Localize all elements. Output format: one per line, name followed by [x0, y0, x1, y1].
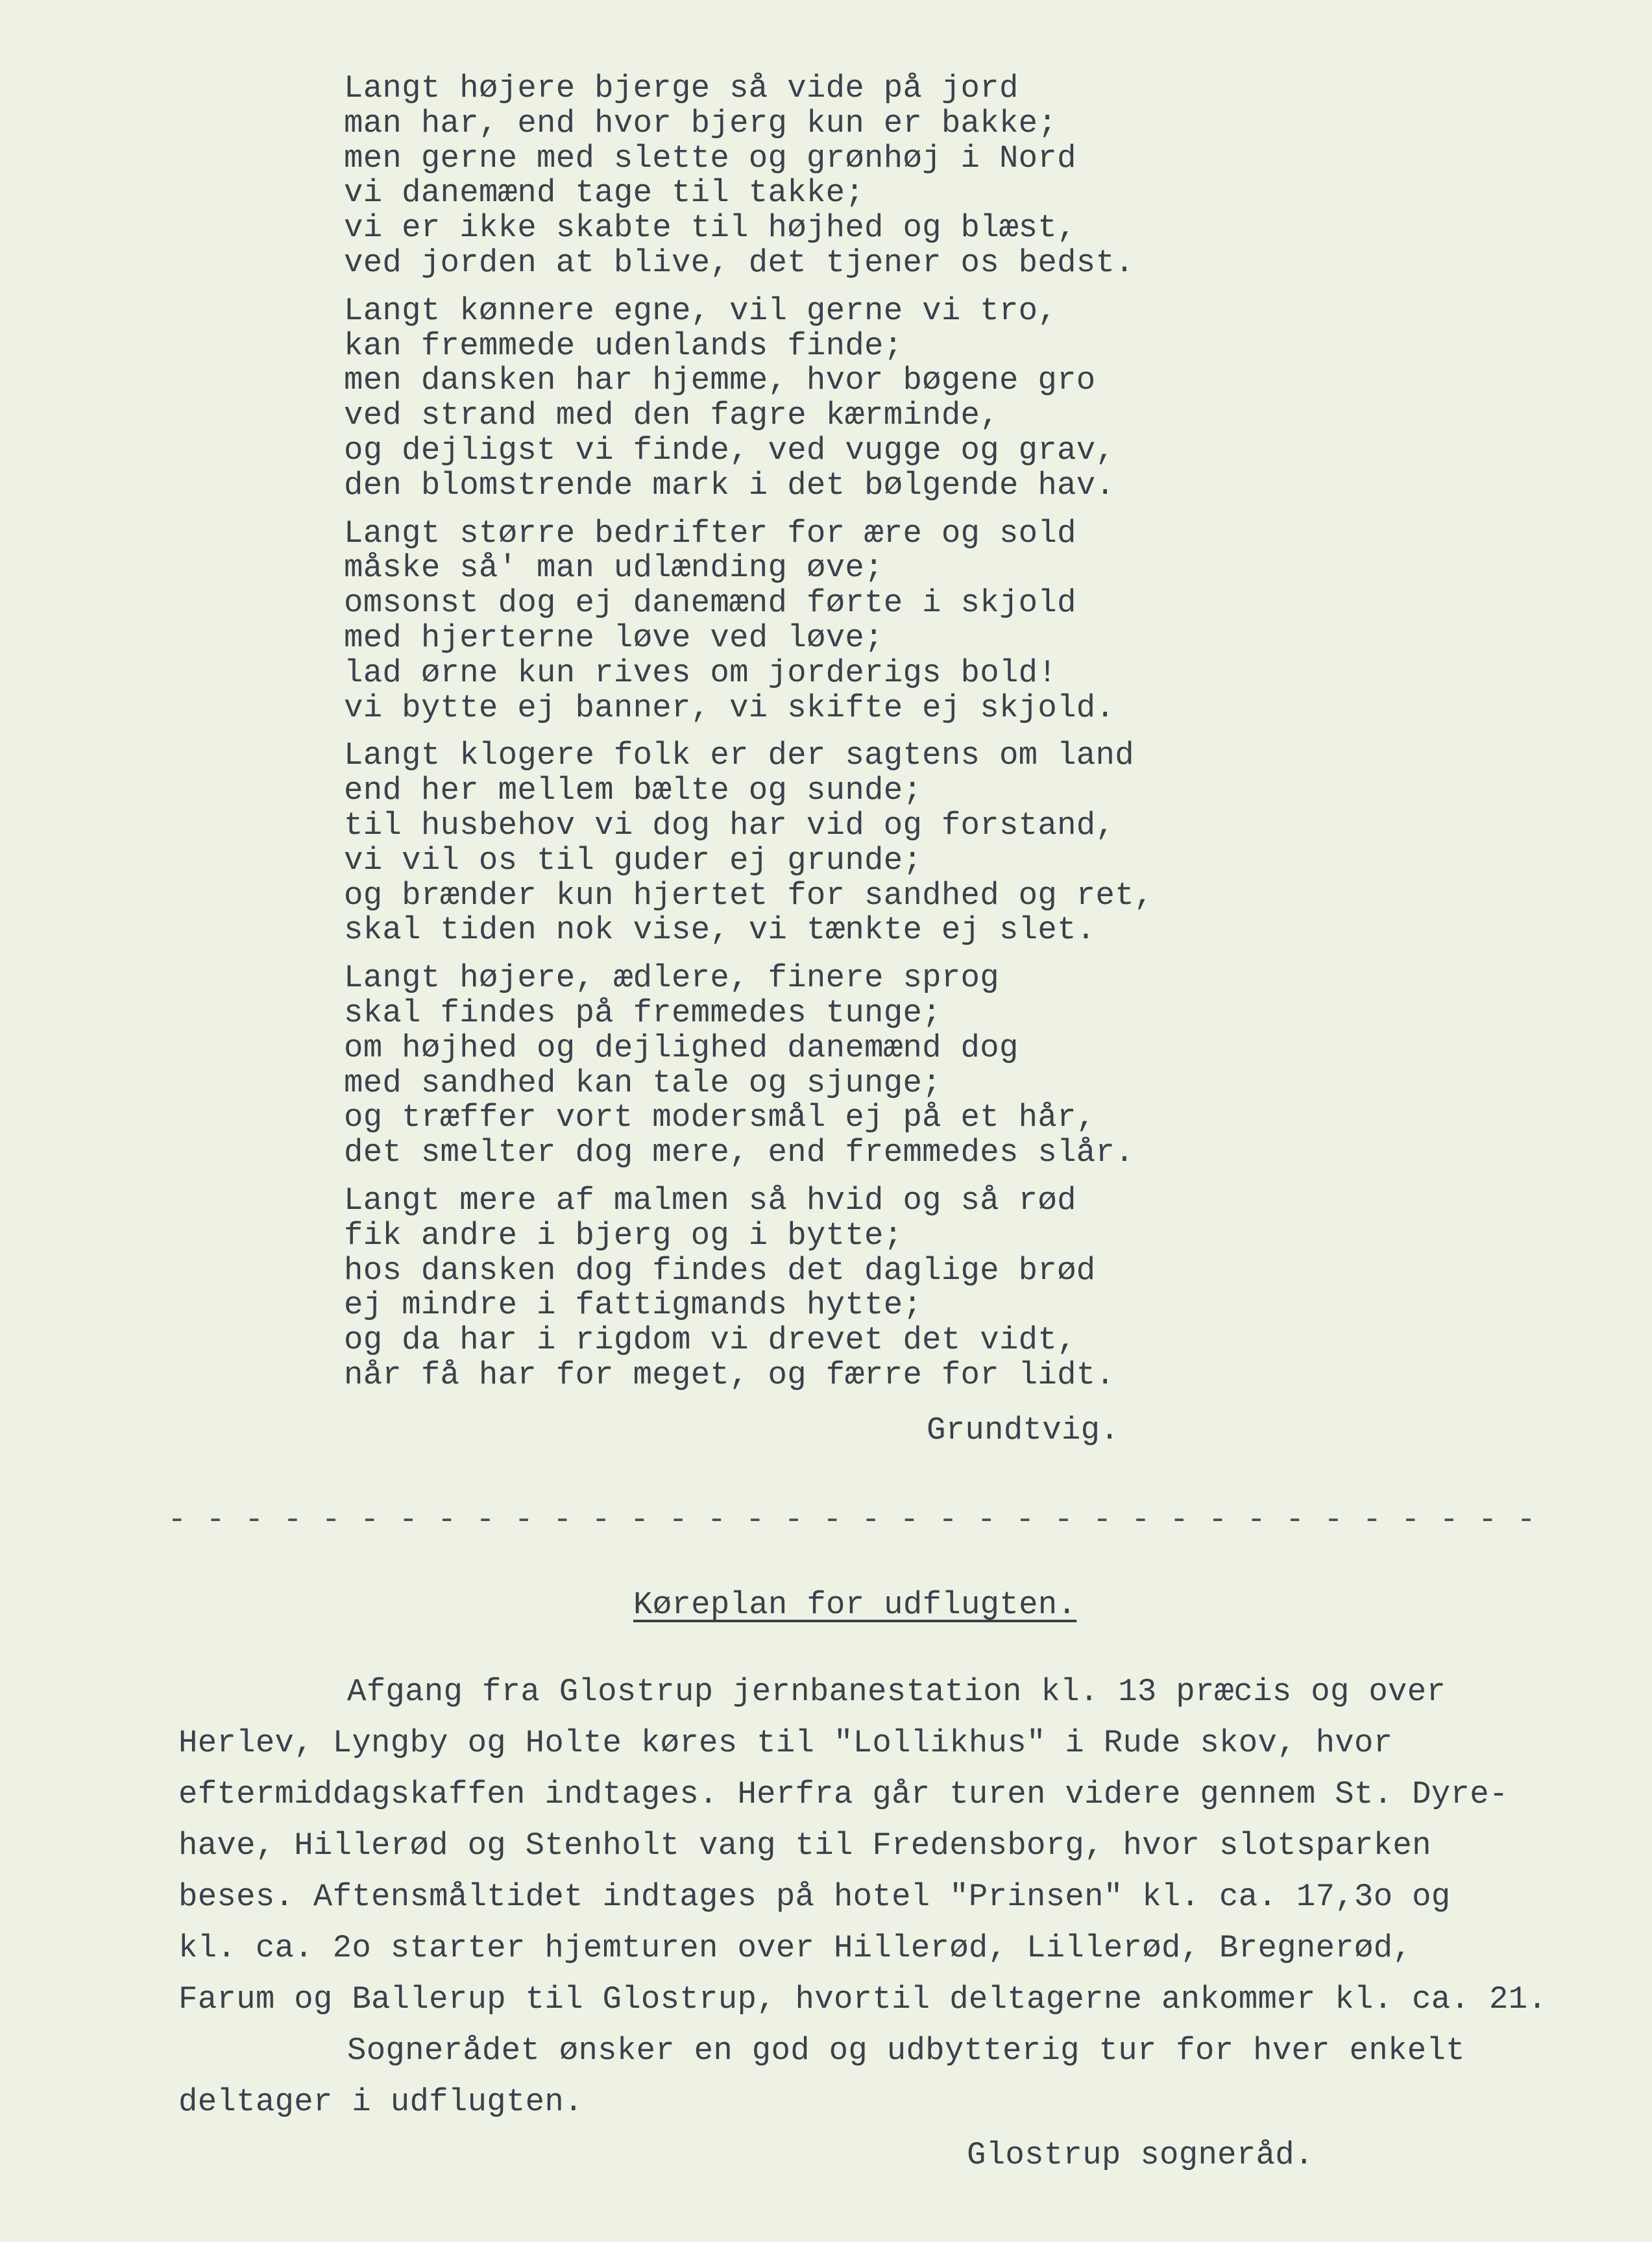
poem-line: ved jorden at blive, det tjener os bedst.	[344, 244, 1134, 281]
poem-line: om højhed og dejlighed danemænd dog	[344, 1029, 1019, 1066]
poem-line: man har, end hvor bjerg kun er bakke;	[344, 104, 1058, 141]
poem-line: men gerne med slette og grønhøj i Nord	[344, 140, 1076, 177]
poem-line: vi danemænd tage til takke;	[344, 175, 865, 212]
dashed-divider: - - - - - - - - - - - - - - - - - - - - - - - - - - - - - - - - - - - -	[167, 1502, 1537, 1538]
paragraph-line: Herlev, Lyngby og Holte køres til "Lollikhus" i Rude skov, hvor	[178, 1725, 1393, 1761]
poem-line: ej mindre i fattigmands hytte;	[344, 1287, 923, 1324]
poem-line: vi bytte ej banner, vi skifte ej skjold.	[344, 689, 1115, 726]
poem-line: kan fremmede udenlands finde;	[344, 327, 903, 364]
schedule-body	[178, 1666, 1547, 2128]
poem-line: Langt større bedrifter for ære og sold	[344, 515, 1076, 552]
poem-line: og brænder kun hjertet for sandhed og ret,	[344, 877, 1154, 914]
poem-line: og da har i rigdom vi drevet det vidt,	[344, 1322, 1076, 1359]
paragraph-line: Farum og Ballerup til Glostrup, hvortil deltagerne ankommer kl. ca. 21.	[178, 1981, 1548, 2017]
poem-line: den blomstrende mark i det bølgende hav.	[344, 467, 1115, 504]
poem-line: vi er ikke skabte til højhed og blæst,	[344, 210, 1076, 247]
paragraph-line: deltager i udflugten.	[178, 2084, 583, 2120]
paragraph-line: Sognerådet ønsker en god og udbytterig tur for hver enkelt	[347, 2032, 1465, 2069]
poem-line: Langt højere bjerge så vide på jord	[344, 70, 1019, 106]
paragraph-line: eftermiddagskaffen indtages. Herfra går turen videre gennem St. Dyre-	[178, 1776, 1509, 1812]
poem-line: med sandhed kan tale og sjunge;	[344, 1064, 941, 1101]
poem-line: skal tiden nok vise, vi tænkte ej slet.	[344, 912, 1096, 949]
poem-line: skal findes på fremmedes tunge;	[344, 994, 941, 1031]
paragraph-line: have, Hillerød og Stenholt vang til Fredensborg, hvor slotsparken	[178, 1827, 1431, 1864]
poem-line: omsonst dog ej danemænd førte i skjold	[344, 585, 1076, 622]
poem-line: Langt kønnere egne, vil gerne vi tro,	[344, 292, 1058, 329]
poem-line: og træffer vort modersmål ej på et hår,	[344, 1099, 1096, 1136]
poem-stanza	[344, 961, 1154, 1171]
poem-author: Grundtvig.	[927, 1412, 1120, 1448]
poem	[344, 71, 1154, 1406]
poem-line: Langt højere, ædlere, finere sprog	[344, 960, 999, 997]
paragraph-line: beses. Aftensmåltidet indtages på hotel "Prinsen" kl. ca. 17,3o og	[178, 1879, 1451, 1915]
poem-line: måske så' man udlænding øve;	[344, 550, 884, 587]
poem-line: med hjerterne løve ved løve;	[344, 619, 884, 656]
poem-line: fik andre i bjerg og i bytte;	[344, 1217, 903, 1254]
poem-line: og dejligst vi finde, ved vugge og grav,	[344, 432, 1115, 469]
poem-stanza	[344, 738, 1154, 948]
poem-stanza	[344, 1184, 1154, 1393]
poem-line: men dansken har hjemme, hvor bøgene gro	[344, 362, 1096, 399]
poem-line: når få har for meget, og færre for lidt.	[344, 1356, 1115, 1393]
poem-stanza	[344, 71, 1154, 281]
poem-line: til husbehov vi dog har vid og forstand,	[344, 807, 1115, 844]
paragraph-line: kl. ca. 2o starter hjemturen over Hillerød, Lillerød, Bregnerød,	[178, 1930, 1413, 1966]
signature: Glostrup sogneråd.	[967, 2137, 1314, 2173]
poem-line: hos dansken dog findes det daglige brød	[344, 1252, 1096, 1289]
poem-stanza	[344, 294, 1154, 504]
poem-line: vi vil os til guder ej grunde;	[344, 842, 923, 879]
poem-line: Langt klogere folk er der sagtens om land	[344, 737, 1134, 774]
poem-line: ved strand med den fagre kærminde,	[344, 397, 999, 434]
poem-line: lad ørne kun rives om jorderigs bold!	[344, 654, 1058, 691]
paragraph-line: Afgang fra Glostrup jernbanestation kl. 13 præcis og over	[347, 1674, 1446, 1710]
poem-stanza	[344, 517, 1154, 726]
poem-line: Langt mere af malmen så hvid og så rød	[344, 1182, 1076, 1219]
poem-line: det smelter dog mere, end fremmedes slår.	[344, 1134, 1134, 1171]
poem-line: end her mellem bælte og sunde;	[344, 772, 923, 809]
schedule-heading: Køreplan for udflugten.	[633, 1587, 1077, 1623]
